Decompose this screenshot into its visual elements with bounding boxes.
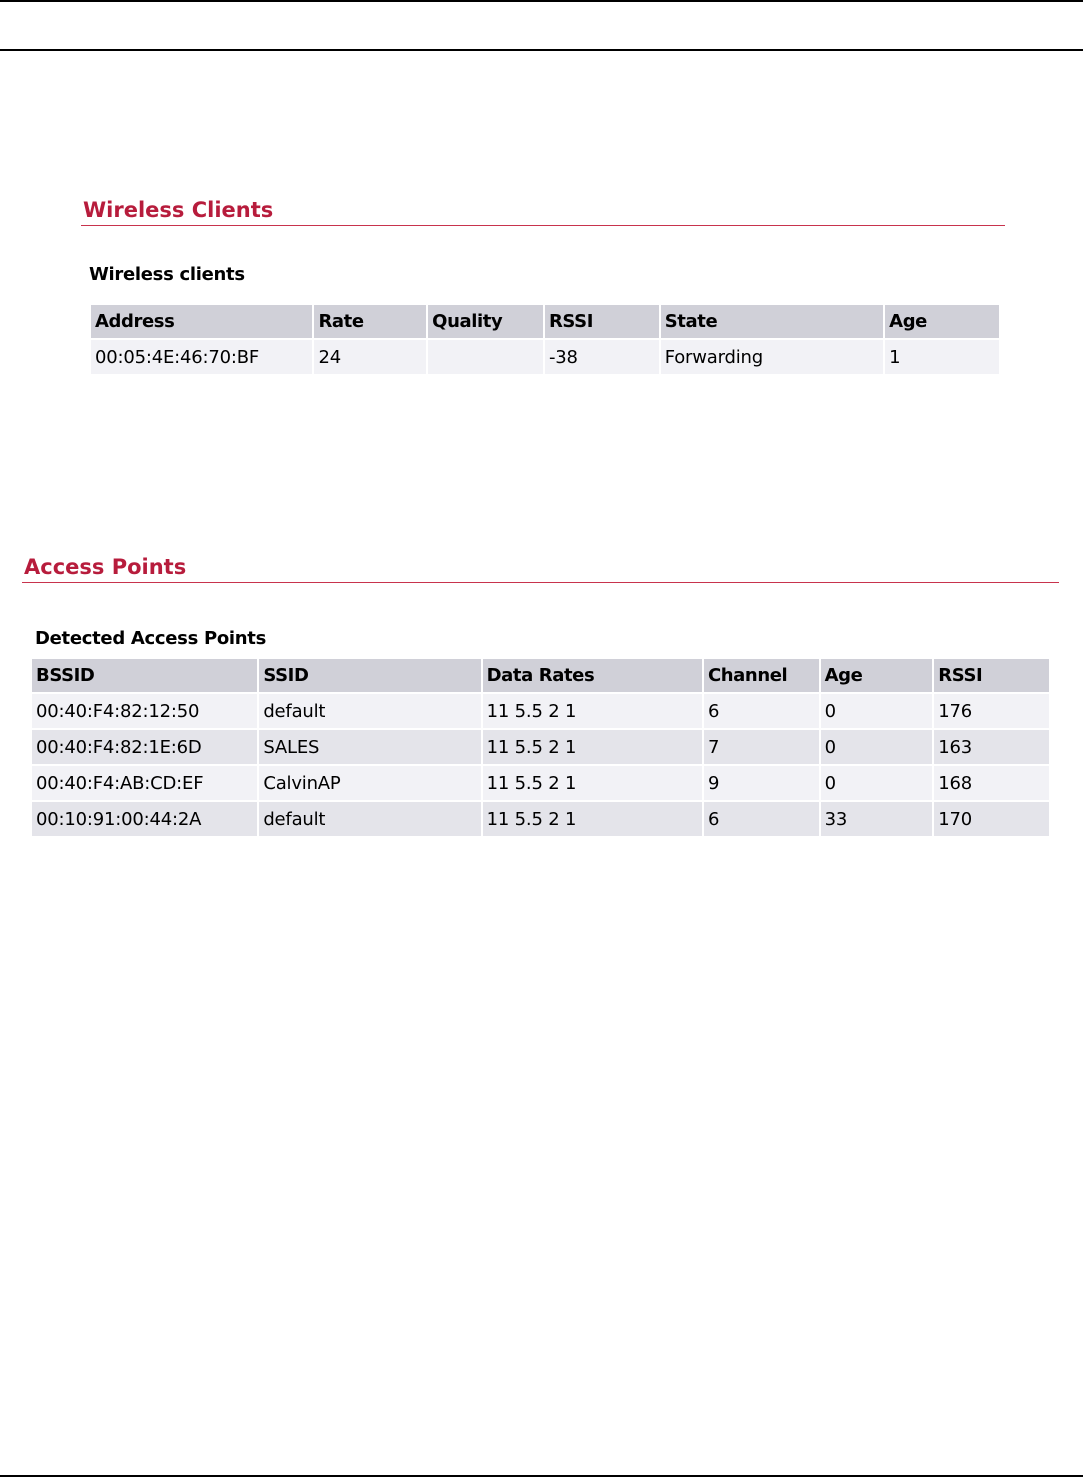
table-row [32, 802, 1049, 836]
ap-rssi: 170 [934, 802, 1049, 836]
ap-ssid: default [259, 694, 480, 728]
wireless-clients-title: Wireless Clients [81, 198, 1005, 226]
ap-data-rates: 11 5.5 2 1 [483, 766, 702, 800]
column-header-bssid[interactable]: BSSID [32, 659, 257, 692]
ap-ssid: default [259, 802, 480, 836]
ap-data-rates: 11 5.5 2 1 [483, 694, 702, 728]
table-row [32, 766, 1049, 800]
ap-data-rates: 11 5.5 2 1 [483, 730, 702, 764]
access-points-table [30, 657, 1051, 838]
ap-rssi: 168 [934, 766, 1049, 800]
client-age: 1 [885, 340, 999, 374]
access-points-title: Access Points [22, 555, 1059, 583]
column-header-state[interactable]: State [661, 305, 883, 338]
column-header-address[interactable]: Address [91, 305, 312, 338]
ap-age: 0 [821, 730, 933, 764]
bottom-border [0, 1475, 1083, 1477]
client-address: 00:05:4E:46:70:BF [91, 340, 312, 374]
ap-channel: 6 [704, 694, 819, 728]
column-header-rssi[interactable]: RSSI [934, 659, 1049, 692]
ap-bssid: 00:40:F4:82:1E:6D [32, 730, 257, 764]
column-header-age[interactable]: Age [821, 659, 933, 692]
table-row [32, 730, 1049, 764]
column-header-rate[interactable]: Rate [314, 305, 426, 338]
ap-bssid: 00:40:F4:AB:CD:EF [32, 766, 257, 800]
client-state: Forwarding [661, 340, 883, 374]
ap-data-rates: 11 5.5 2 1 [483, 802, 702, 836]
column-header-rssi[interactable]: RSSI [545, 305, 659, 338]
ap-ssid: CalvinAP [259, 766, 480, 800]
client-rssi: -38 [545, 340, 659, 374]
table-header-row [91, 305, 999, 338]
ap-bssid: 00:40:F4:82:12:50 [32, 694, 257, 728]
ap-age: 0 [821, 766, 933, 800]
client-rate: 24 [314, 340, 426, 374]
ap-rssi: 163 [934, 730, 1049, 764]
wireless-clients-subtitle: Wireless clients [89, 264, 245, 285]
detected-access-points-subtitle: Detected Access Points [35, 628, 267, 649]
ap-channel: 7 [704, 730, 819, 764]
ap-channel: 9 [704, 766, 819, 800]
ap-rssi: 176 [934, 694, 1049, 728]
ap-age: 0 [821, 694, 933, 728]
column-header-quality[interactable]: Quality [428, 305, 543, 338]
column-header-age[interactable]: Age [885, 305, 999, 338]
client-quality [428, 340, 543, 374]
ap-age: 33 [821, 802, 933, 836]
header-divider [0, 49, 1083, 51]
column-header-data-rates[interactable]: Data Rates [483, 659, 702, 692]
column-header-channel[interactable]: Channel [704, 659, 819, 692]
table-header-row [32, 659, 1049, 692]
wireless-clients-table [89, 303, 1001, 376]
table-row [91, 340, 999, 374]
column-header-ssid[interactable]: SSID [259, 659, 480, 692]
ap-bssid: 00:10:91:00:44:2A [32, 802, 257, 836]
table-row [32, 694, 1049, 728]
top-border [0, 0, 1083, 2]
ap-channel: 6 [704, 802, 819, 836]
ap-ssid: SALES [259, 730, 480, 764]
